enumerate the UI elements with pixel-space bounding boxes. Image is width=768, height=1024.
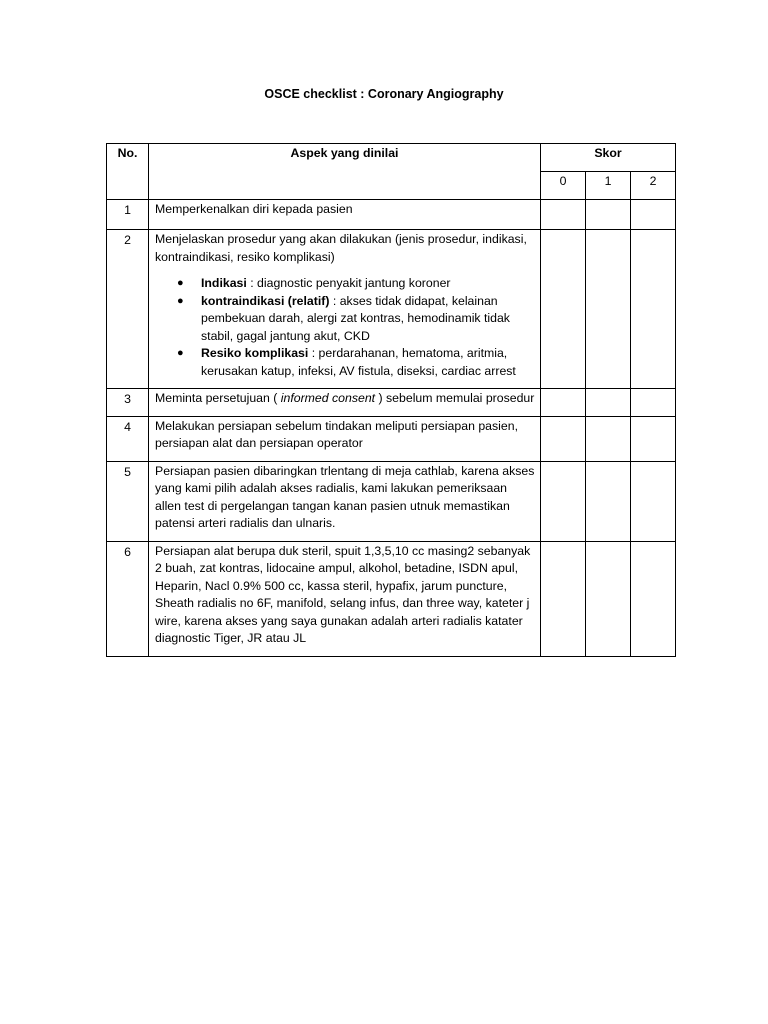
bullet-term: kontraindikasi (relatif) [201,293,330,308]
row-number: 3 [107,389,149,417]
page-title: OSCE checklist : Coronary Angiography [264,87,504,101]
bullet-term: Indikasi [201,276,247,290]
score-0-header: 0 [541,172,586,200]
score-cell-2[interactable] [631,541,676,656]
bullet-icon: ● [177,277,184,289]
row-number: 5 [107,461,149,541]
score-cell-1[interactable] [586,461,631,541]
row-aspect: Melakukan persiapan sebelum tindakan meliputi persiapan pasien, persiapan alat dan persiapan operator [149,416,541,461]
bullet-item [177,345,536,380]
header-row [107,144,676,172]
score-cell-2[interactable] [631,416,676,461]
row-aspect: Persiapan pasien dibaringkan trlentang di meja cathlab, karena akses yang kami pilih adalah akses radialis, kami lakukan pemeriksaan allen test di pergelangan tangan kanan pasien utnuk memastikan patensi arteri radialis dan ulnaris. [149,461,541,541]
score-cell-0[interactable] [541,230,586,389]
row-number: 6 [107,541,149,656]
bullet-icon: ● [177,347,184,359]
row-aspect-text: Meminta persetujuan ( [155,391,281,405]
score-cell-2[interactable] [631,389,676,417]
score-cell-1[interactable] [586,200,631,230]
row-number: 2 [107,230,149,389]
row-aspect: Persiapan alat berupa duk steril, spuit 1,3,5,10 cc masing2 sebanyak 2 buah, zat kontras, lidocaine ampul, alkohol, betadine, ISDN apul, Heparin, Nacl 0.9% 500 cc, kassa steril, hypafix, jarum puncture, Sheath radialis no 6F, manifold, selang infus, dan three way, kateter j wire, karena akses yang saya gunakan adalah arteri radialis katater diagnostic Tiger, JR atau JL [149,541,541,656]
score-cell-0[interactable] [541,389,586,417]
row-aspect-text-after: ) sebelum memulai prosedur [375,391,535,405]
score-cell-0[interactable] [541,416,586,461]
score-cell-1[interactable] [586,541,631,656]
table-row [107,461,676,541]
row-aspect [149,389,541,417]
score-cell-1[interactable] [586,230,631,389]
header-no: No. [107,144,149,200]
checklist-table [106,143,676,657]
row-number: 4 [107,416,149,461]
bullet-item [177,275,536,293]
header-aspek: Aspek yang dinilai [149,144,541,200]
score-2-header: 2 [631,172,676,200]
score-cell-0[interactable] [541,461,586,541]
bullet-icon: ● [177,294,184,307]
table-row [107,389,676,417]
score-cell-1[interactable] [586,389,631,417]
row-aspect-italic: informed consent [280,391,376,405]
bullet-item [177,293,536,346]
table-row [107,416,676,461]
score-cell-2[interactable] [631,200,676,230]
score-cell-0[interactable] [541,541,586,656]
score-cell-2[interactable] [631,230,676,389]
table-row [107,200,676,230]
table-row [107,541,676,656]
header-skor: Skor [541,144,676,172]
bullet-desc: : perdarahanan, hematoma, aritmia, kerusakan katup, infeksi, AV fistula, diseksi, cardiac arrest [201,346,516,378]
score-1-header: 1 [586,172,631,200]
table-row [107,230,676,389]
bullet-desc: : diagnostic penyakit jantung koroner [246,276,451,290]
bullet-term: Resiko komplikasi [201,346,309,360]
score-cell-1[interactable] [586,416,631,461]
bullet-desc: : akses tidak didapat, kelainan pembekuan darah, alergi zat kontras, hemodinamik tidak stabil, gagal jantung akut, CKD [201,293,510,343]
row-aspect: Memperkenalkan diri kepada pasien [149,200,541,230]
row-aspect-text: Menjelaskan prosedur yang akan dilakukan (jenis prosedur, indikasi, kontraindikasi, resiko komplikasi) [155,232,527,264]
score-cell-2[interactable] [631,461,676,541]
row-aspect [149,230,541,389]
score-cell-0[interactable] [541,200,586,230]
row-number: 1 [107,200,149,230]
bullet-list [155,275,536,380]
